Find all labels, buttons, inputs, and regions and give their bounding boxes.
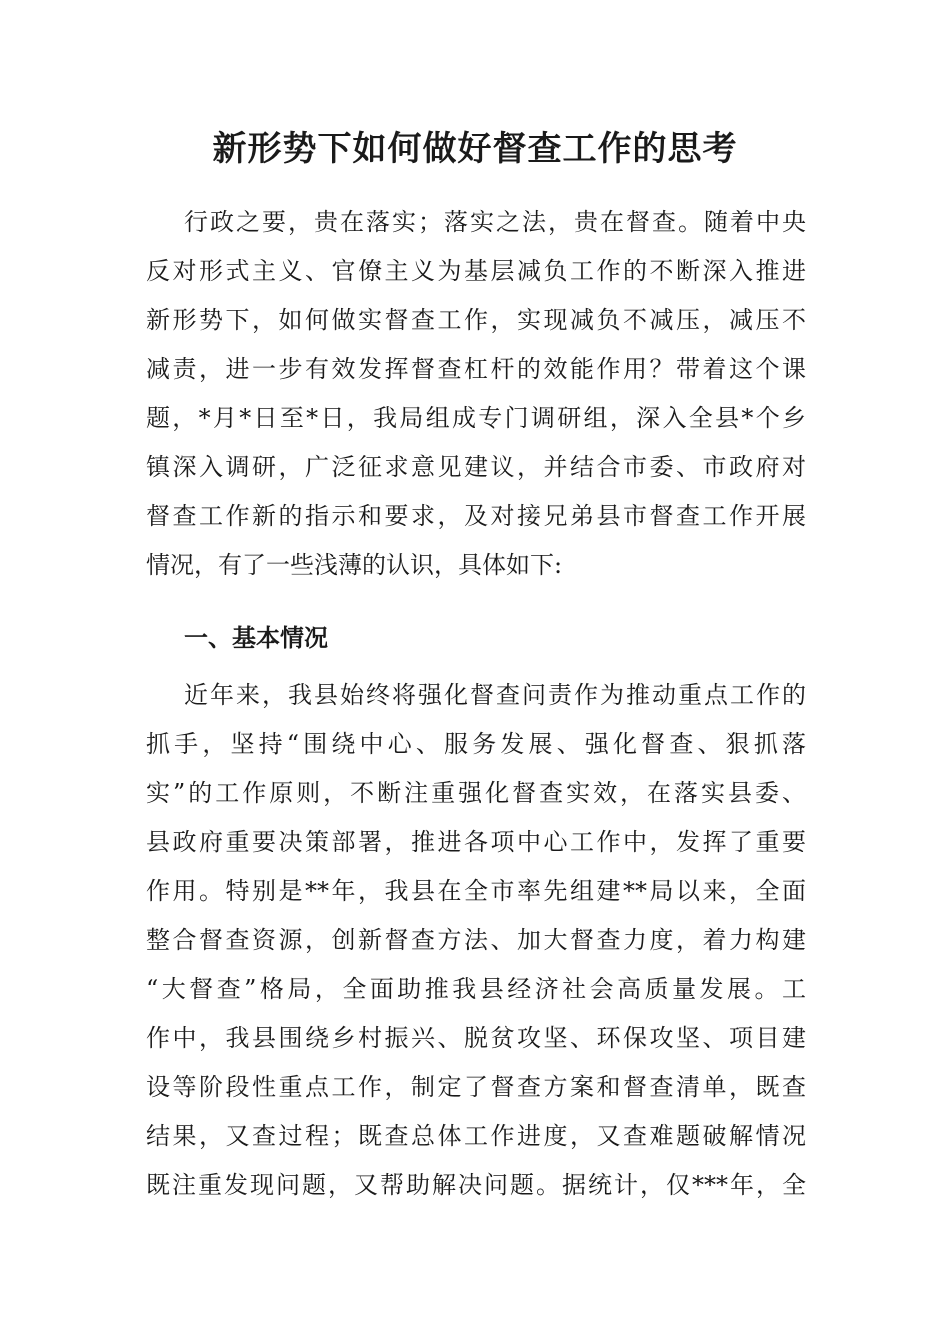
paragraph-line: 镇深入调研，广泛征求意见建议，并结合市委、市政府对 xyxy=(146,453,806,481)
paragraph-line: 行政之要，贵在落实；落实之法，贵在督查。随着中央 xyxy=(184,208,806,236)
section-paragraph xyxy=(146,671,806,1210)
paragraph-line: 抓手，坚持“围绕中心、服务发展、强化督查、狠抓落 xyxy=(146,730,806,758)
paragraph-line: 作用。特别是**年，我县在全市率先组建**局以来，全面 xyxy=(146,877,806,905)
section-heading: 一、基本情况 xyxy=(184,623,328,652)
paragraph-line: 结果，又查过程；既查总体工作进度，又查难题破解情况 xyxy=(146,1122,806,1150)
paragraph-line: 设等阶段性重点工作，制定了督查方案和督查清单，既查 xyxy=(146,1073,806,1101)
paragraph-line: 反对形式主义、官僚主义为基层减负工作的不断深入推进 xyxy=(146,257,806,285)
paragraph-line: 情况，有了一些浅薄的认识，具体如下: xyxy=(146,551,563,579)
paragraph-line: 近年来，我县始终将强化督查问责作为推动重点工作的 xyxy=(184,681,806,709)
paragraph-line: 县政府重要决策部署，推进各项中心工作中，发挥了重要 xyxy=(146,828,806,856)
paragraph-line: 作中，我县围绕乡村振兴、脱贫攻坚、环保攻坚、项目建 xyxy=(146,1024,806,1052)
paragraph-line: 督查工作新的指示和要求，及对接兄弟县市督查工作开展 xyxy=(146,502,806,530)
paragraph-line: 既注重发现问题，又帮助解决问题。据统计，仅***年，全 xyxy=(146,1171,806,1199)
page-title: 新形势下如何做好督查工作的思考 xyxy=(212,129,738,169)
paragraph-line: 题，*月*日至*日，我局组成专门调研组，深入全县*个乡 xyxy=(146,404,806,432)
paragraph-line: 减责，进一步有效发挥督查杠杆的效能作用？带着这个课 xyxy=(146,355,806,383)
paragraph-line: 实”的工作原则，不断注重强化督查实效，在落实县委、 xyxy=(146,779,806,807)
paragraph-line: 整合督查资源，创新督查方法、加大督查力度，着力构建 xyxy=(146,926,806,954)
paragraph-line: 新形势下，如何做实督查工作，实现减负不减压，减压不 xyxy=(146,306,806,334)
intro-paragraph xyxy=(146,198,806,590)
paragraph-line: “大督查”格局，全面助推我县经济社会高质量发展。工 xyxy=(146,975,806,1003)
